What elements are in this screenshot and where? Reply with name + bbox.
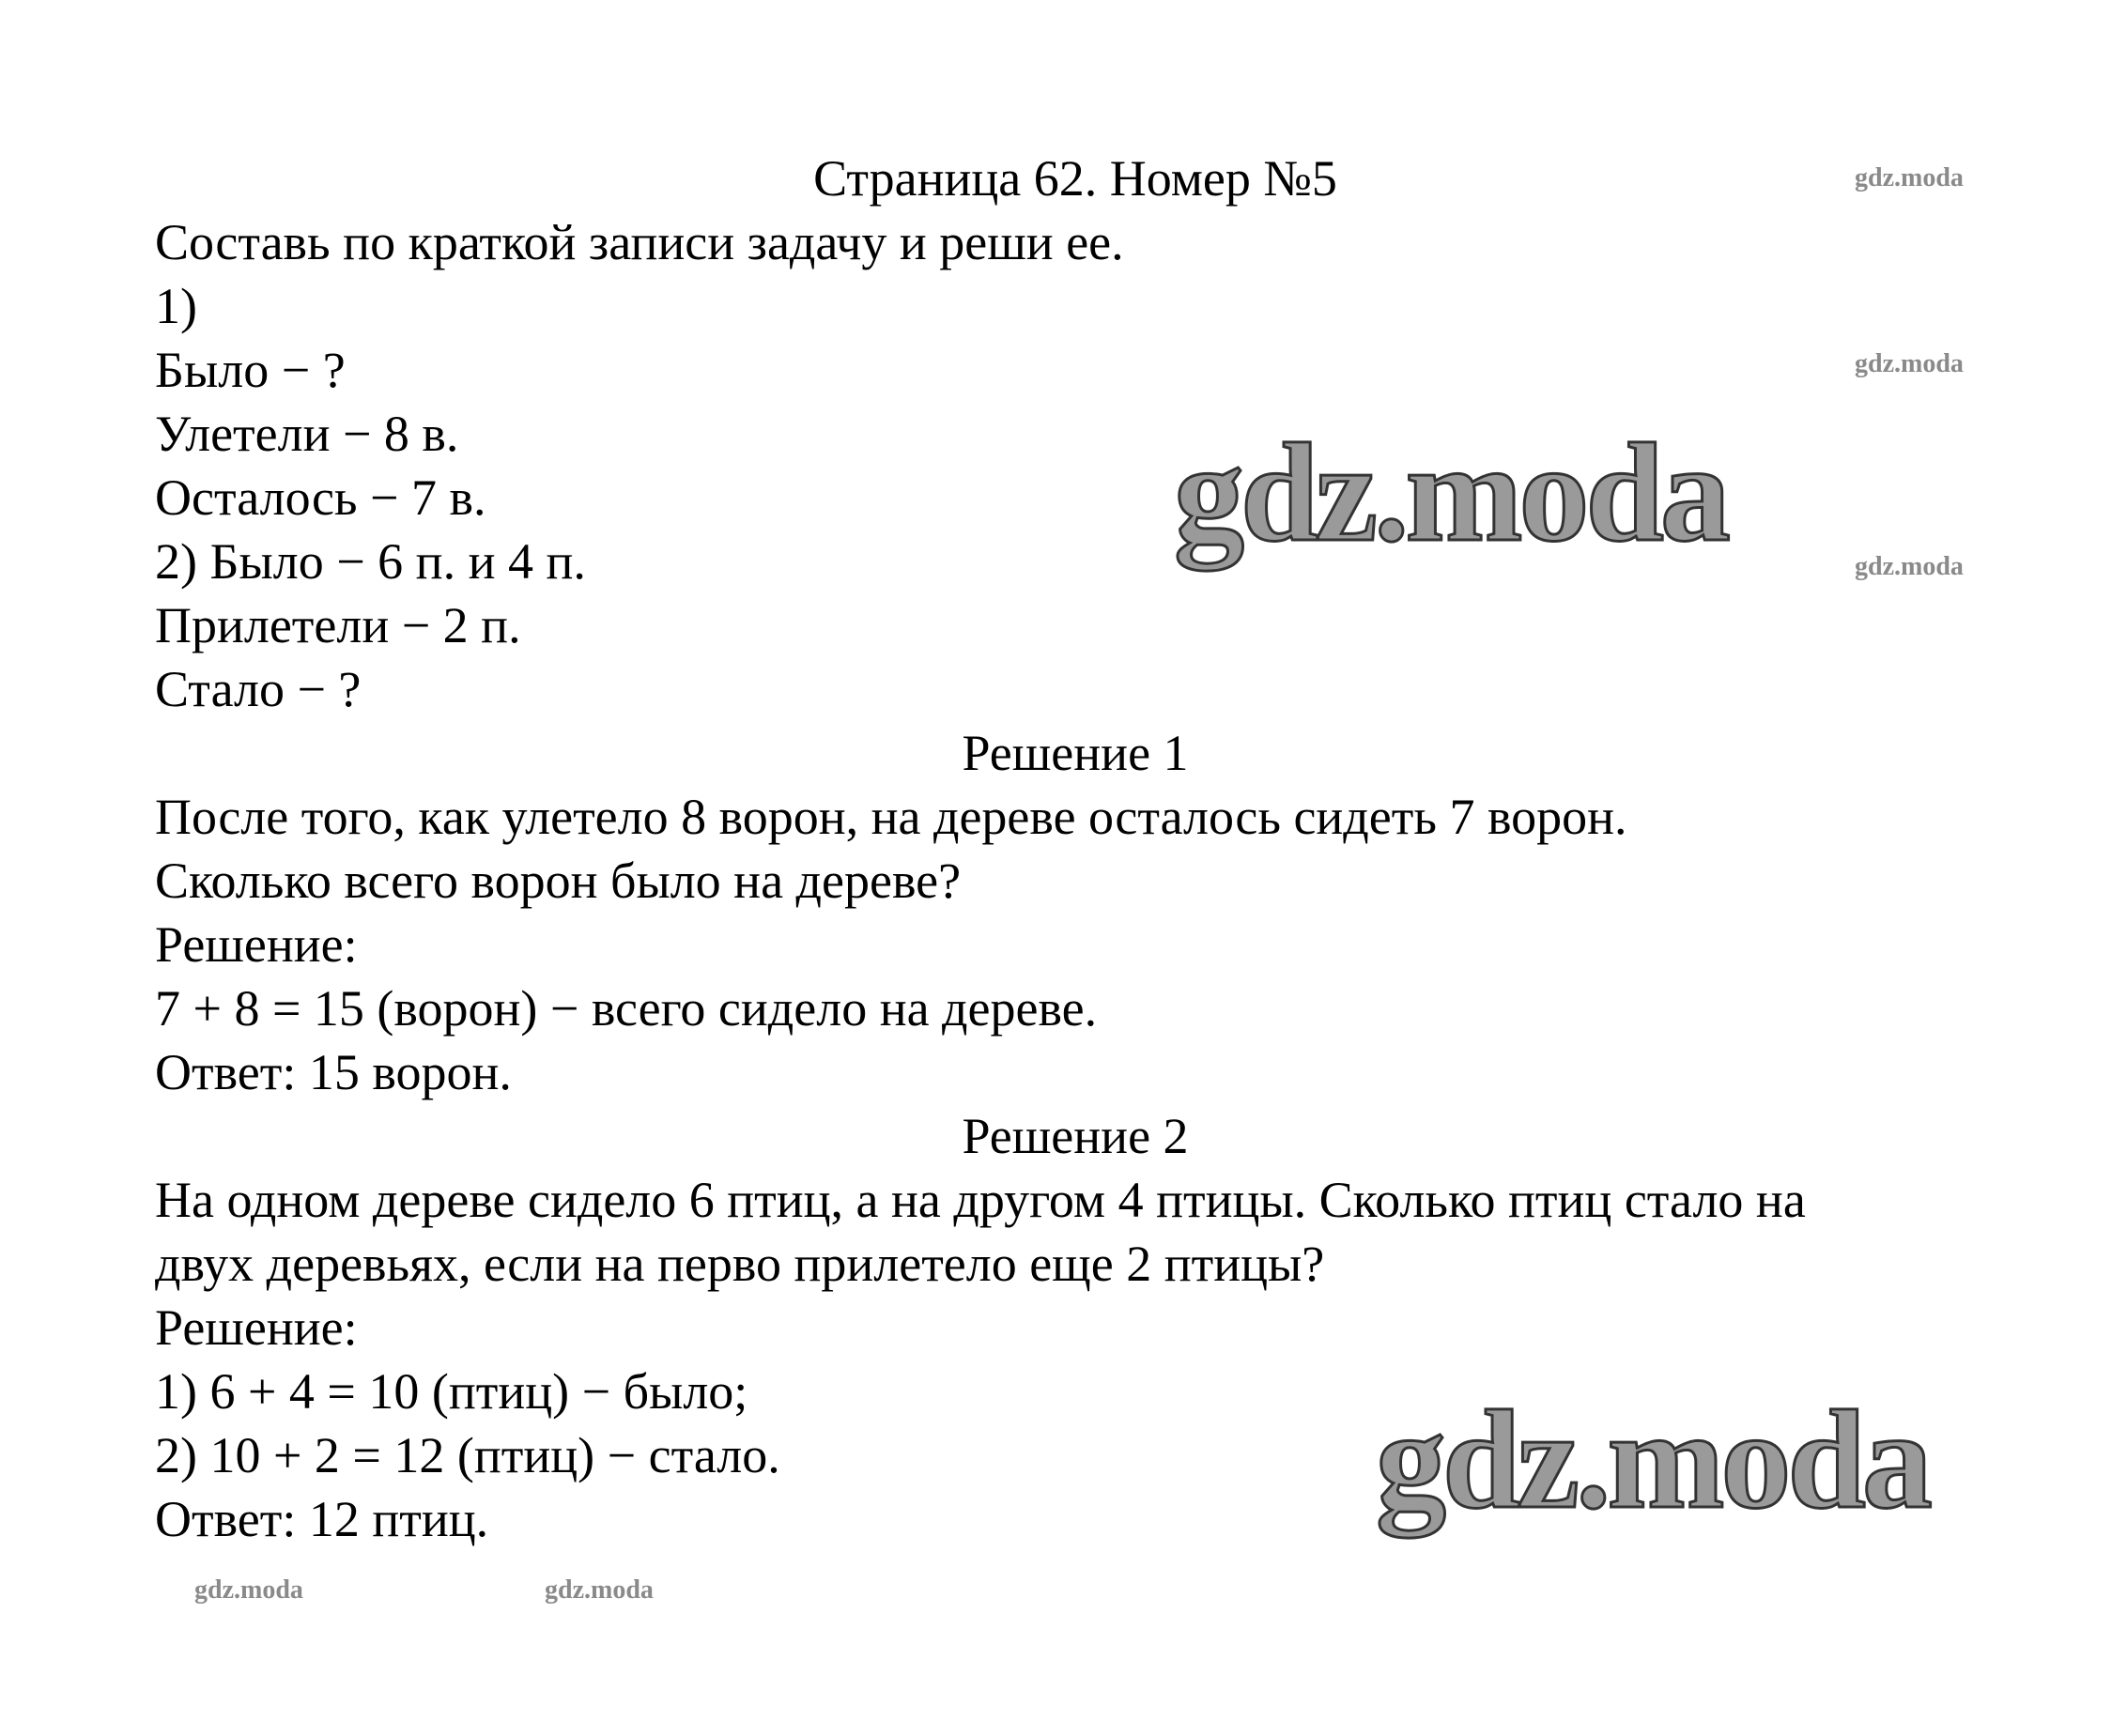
watermark-small: gdz.moda xyxy=(1855,552,1964,581)
solution2-line: Ответ: 12 птиц. xyxy=(155,1491,489,1547)
solution2-line: 1) 6 + 4 = 10 (птиц) − было; xyxy=(155,1363,748,1420)
short-note: Осталось − 7 в. xyxy=(155,469,486,526)
solution1-line: 7 + 8 = 15 (ворон) − всего сидело на дереве. xyxy=(155,980,1098,1037)
short-note: Прилетели − 2 п. xyxy=(155,597,521,653)
solution1-heading: Решение 1 xyxy=(962,725,1189,781)
watermark-large: gdz.moda xyxy=(1174,415,1727,571)
solution1-line: Сколько всего ворон было на дереве? xyxy=(155,853,962,909)
short-note: Было − ? xyxy=(155,342,346,398)
short-note: 1) xyxy=(155,278,197,334)
document-body xyxy=(155,146,2024,1551)
solution2-line: На одном дереве сидело 6 птиц, а на другом 4 птицы. Сколько птиц стало на xyxy=(155,1172,1806,1228)
page-title: Страница 62. Номер №5 xyxy=(813,150,1337,207)
watermark-small: gdz.moda xyxy=(194,1575,303,1605)
short-note: Улетели − 8 в. xyxy=(155,406,459,462)
short-note: Стало − ? xyxy=(155,661,362,717)
solution1-line: После того, как улетело 8 ворон, на дереве осталось сидеть 7 ворон. xyxy=(155,789,1627,845)
solution2-line: двух деревьях, если на перво прилетело еще 2 птицы? xyxy=(155,1236,1325,1292)
watermark-small: gdz.moda xyxy=(545,1575,654,1605)
solution1-line: Ответ: 15 ворон. xyxy=(155,1044,512,1100)
solution2-line: Решение: xyxy=(155,1299,358,1356)
solution1-line: Решение: xyxy=(155,916,358,973)
watermark-large: gdz.moda xyxy=(1376,1382,1929,1538)
short-note: 2) Было − 6 п. и 4 п. xyxy=(155,533,586,590)
watermark-small: gdz.moda xyxy=(1855,349,1964,378)
task-text: Составь по краткой записи задачу и реши ее. xyxy=(155,214,1124,270)
watermark-small: gdz.moda xyxy=(1855,163,1964,192)
solution2-heading: Решение 2 xyxy=(962,1108,1189,1164)
solution2-line: 2) 10 + 2 = 12 (птиц) − стало. xyxy=(155,1427,780,1483)
